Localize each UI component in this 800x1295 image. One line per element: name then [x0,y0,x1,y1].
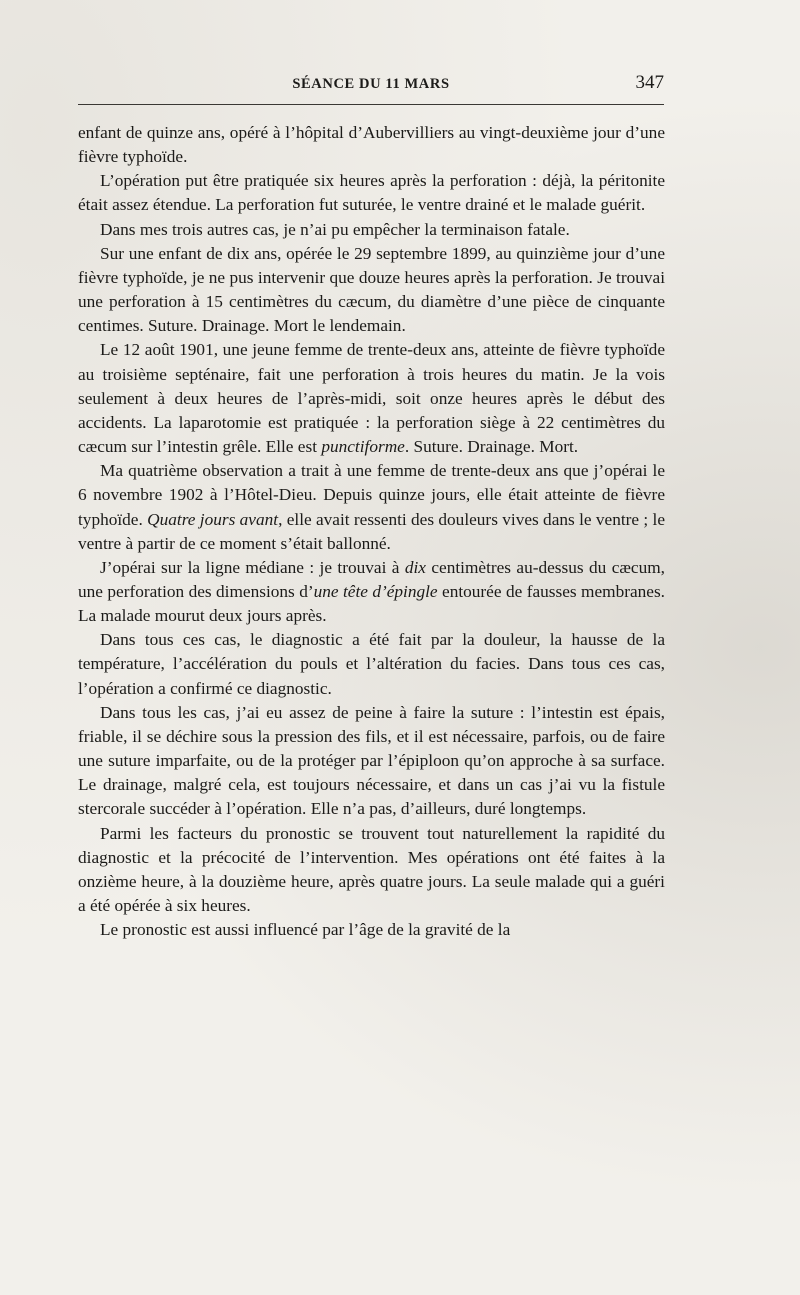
paragraph [78,556,665,628]
paragraph: Dans tous ces cas, le diagnostic a été fait par la douleur, la hausse de la température, l’accélération du pouls et l’altération du facies. Dans tous ces cas, l’opération a confirmé ce diagnostic. [78,630,665,698]
italic-term: punctiforme [321,437,405,457]
paragraph-text: entourée de fausses membranes. La malade mourut deux jours après. [78,581,666,626]
page-number: 347 [635,72,664,93]
italic-term: une tête d’épingle [313,581,438,601]
paragraph-text: J’opérai sur la ligne médiane : je trouvai à [100,557,405,577]
page-header [78,70,664,100]
paragraph-text: centimètres au-dessus du cæcum, une perforation des dimensions d’ [78,557,665,601]
paragraph-text: Le 12 août 1901, une jeune femme de trente-deux ans, atteinte de fièvre typhoïde au troisième septénaire, fait une perforation à trois heures du matin. Je la vois seulement à deux heures de l’après-midi, soit onze heures après le début des accidents. La laparotomie est pratiquée : la perforation siège à 22 centimètres du cæcum sur l’intestin grêle. Elle est [78,340,665,457]
paragraph: Dans tous les cas, j’ai eu assez de peine à faire la suture : l’intestin est épais, friable, il se déchire sous la pression des fils, et il est nécessaire, parfois, ou de faire une suture imparfaite, ou de la protéger par l’épiploon qu’on approche à sa surface. Le drainage, malgré cela, est toujours nécessaire, et dans un cas j’ai vu la fistule stercorale succéder à l’opération. Elle n’a pas, d’ailleurs, duré longtemps. [78,702,665,819]
paragraph: Le pronostic est aussi influencé par l’âge de la gravité de la [100,920,511,940]
paragraph: Parmi les facteurs du pronostic se trouvent tout naturellement la rapidité du diagnostic et la précocité de l’intervention. Mes opérations ont été faites à la onzième heure, à la douzième heure, après quatre jours. La seule malade qui a guéri a été opérée à six heures. [78,823,665,915]
paragraph [78,459,665,556]
paragraph [78,338,665,459]
header-rule [78,104,664,105]
paragraph-text: , elle avait ressenti des douleurs vives dans le ventre ; le ventre à partir de ce moment s’était ballonné. [78,509,665,553]
running-title: SÉANCE DU 11 MARS [292,76,450,92]
italic-term: Quatre jours avant [147,509,279,529]
paragraph: Sur une enfant de dix ans, opérée le 29 septembre 1899, au quinzième jour d’une fièvre typhoïde, je ne pus intervenir que douze heures après la perforation. Je trouvai une perforation à 15 centimètres du cæcum, du diamètre d’une pièce de cinquante centimes. Suture. Drainage. Mort le lendemain. [78,243,665,336]
body-text [78,121,665,942]
paragraph: enfant de quinze ans, opéré à l’hôpital d’Aubervilliers au vingt-deuxième jour d’une fièvre typhoïde. [78,123,665,167]
paragraph-text: Ma quatrième observation a trait à une femme de trente-deux ans que j’opérai le 6 novembre 1902 à l’Hôtel-Dieu. Depuis quinze jours, elle était atteinte de fièvre typhoïde. [78,461,665,529]
paragraph: L’opération put être pratiquée six heures après la perforation : déjà, la péritonite était assez étendue. La perforation fut suturée, le ventre drainé et le malade guérit. [78,171,665,215]
paragraph-text: . Suture. Drainage. Mort. [404,437,579,457]
italic-term: dix [404,557,426,577]
paragraph: Dans mes trois autres cas, je n’ai pu empêcher la terminaison fatale. [100,219,570,239]
